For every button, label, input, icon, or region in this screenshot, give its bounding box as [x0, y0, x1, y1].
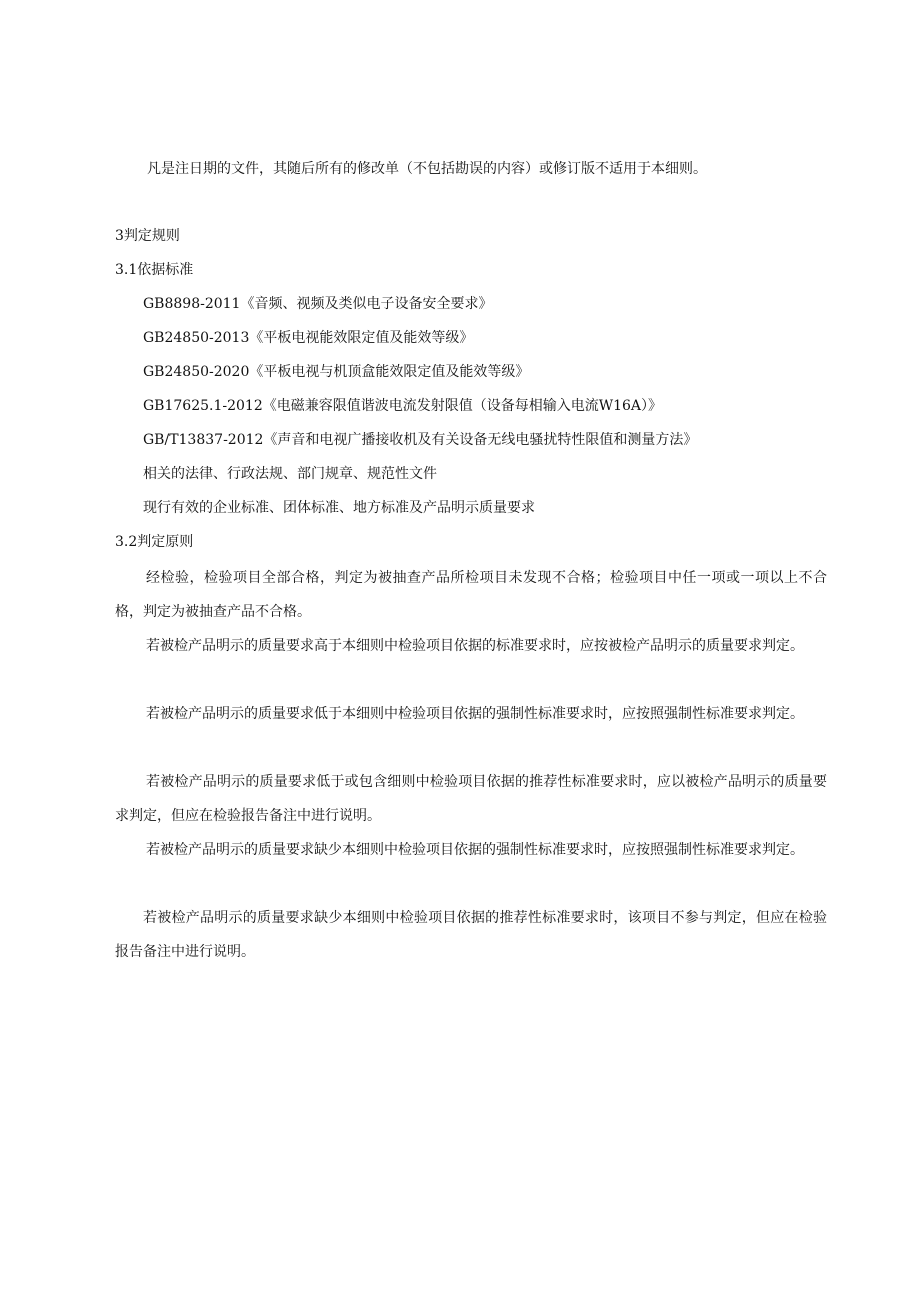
standard-item: GB/T13837-2012《声音和电视广播接收机及有关设备无线电骚扰特性限值和测量方法》: [143, 432, 698, 448]
standard-item: GB17625.1-2012《电磁兼容限值谐波电流发射限值（设备每相输入电流W16A）》: [143, 398, 663, 414]
standard-item: GB8898-2011《音频、视频及类似电子设备安全要求》: [143, 296, 493, 312]
judgement-paragraph: 经检验，检验项目全部合格，判定为被抽查产品所检项目未发现不合格；检验项目中任一项或一项以上不合格，判定为被抽查产品不合格。: [115, 570, 827, 620]
section-heading-3: 3判定规则: [115, 228, 180, 244]
standard-item: 相关的法律、行政法规、部门规章、规范性文件: [143, 466, 437, 482]
standard-item: GB24850-2020《平板电视与机顶盒能效限定值及能效等级》: [143, 364, 530, 380]
intro-paragraph: 凡是注日期的文件，其随后所有的修改单（不包括勘误的内容）或修订版不适用于本细则。: [147, 161, 707, 177]
judgement-paragraph: 若被检产品明示的质量要求缺少本细则中检验项目依据的推荐性标准要求时，该项目不参与判定，但应在检验报告备注中进行说明。: [115, 910, 827, 960]
judgement-paragraph: 若被检产品明示的质量要求高于本细则中检验项目依据的标准要求时，应按被检产品明示的质量要求判定。: [146, 638, 804, 654]
judgement-paragraph: 若被检产品明示的质量要求缺少本细则中检验项目依据的强制性标准要求时，应按照强制性标准要求判定。: [146, 842, 804, 858]
judgement-paragraph: 若被检产品明示的质量要求低于或包含细则中检验项目依据的推荐性标准要求时，应以被检产品明示的质量要求判定，但应在检验报告备注中进行说明。: [115, 774, 827, 824]
standard-item: 现行有效的企业标准、团体标准、地方标准及产品明示质量要求: [143, 500, 535, 516]
subsection-heading-3-2: 3.2判定原则: [115, 534, 194, 550]
subsection-heading-3-1: 3.1依据标准: [115, 262, 194, 278]
judgement-paragraph: 若被检产品明示的质量要求低于本细则中检验项目依据的强制性标准要求时，应按照强制性标准要求判定。: [146, 706, 804, 722]
standard-item: GB24850-2013《平板电视能效限定值及能效等级》: [143, 330, 474, 346]
